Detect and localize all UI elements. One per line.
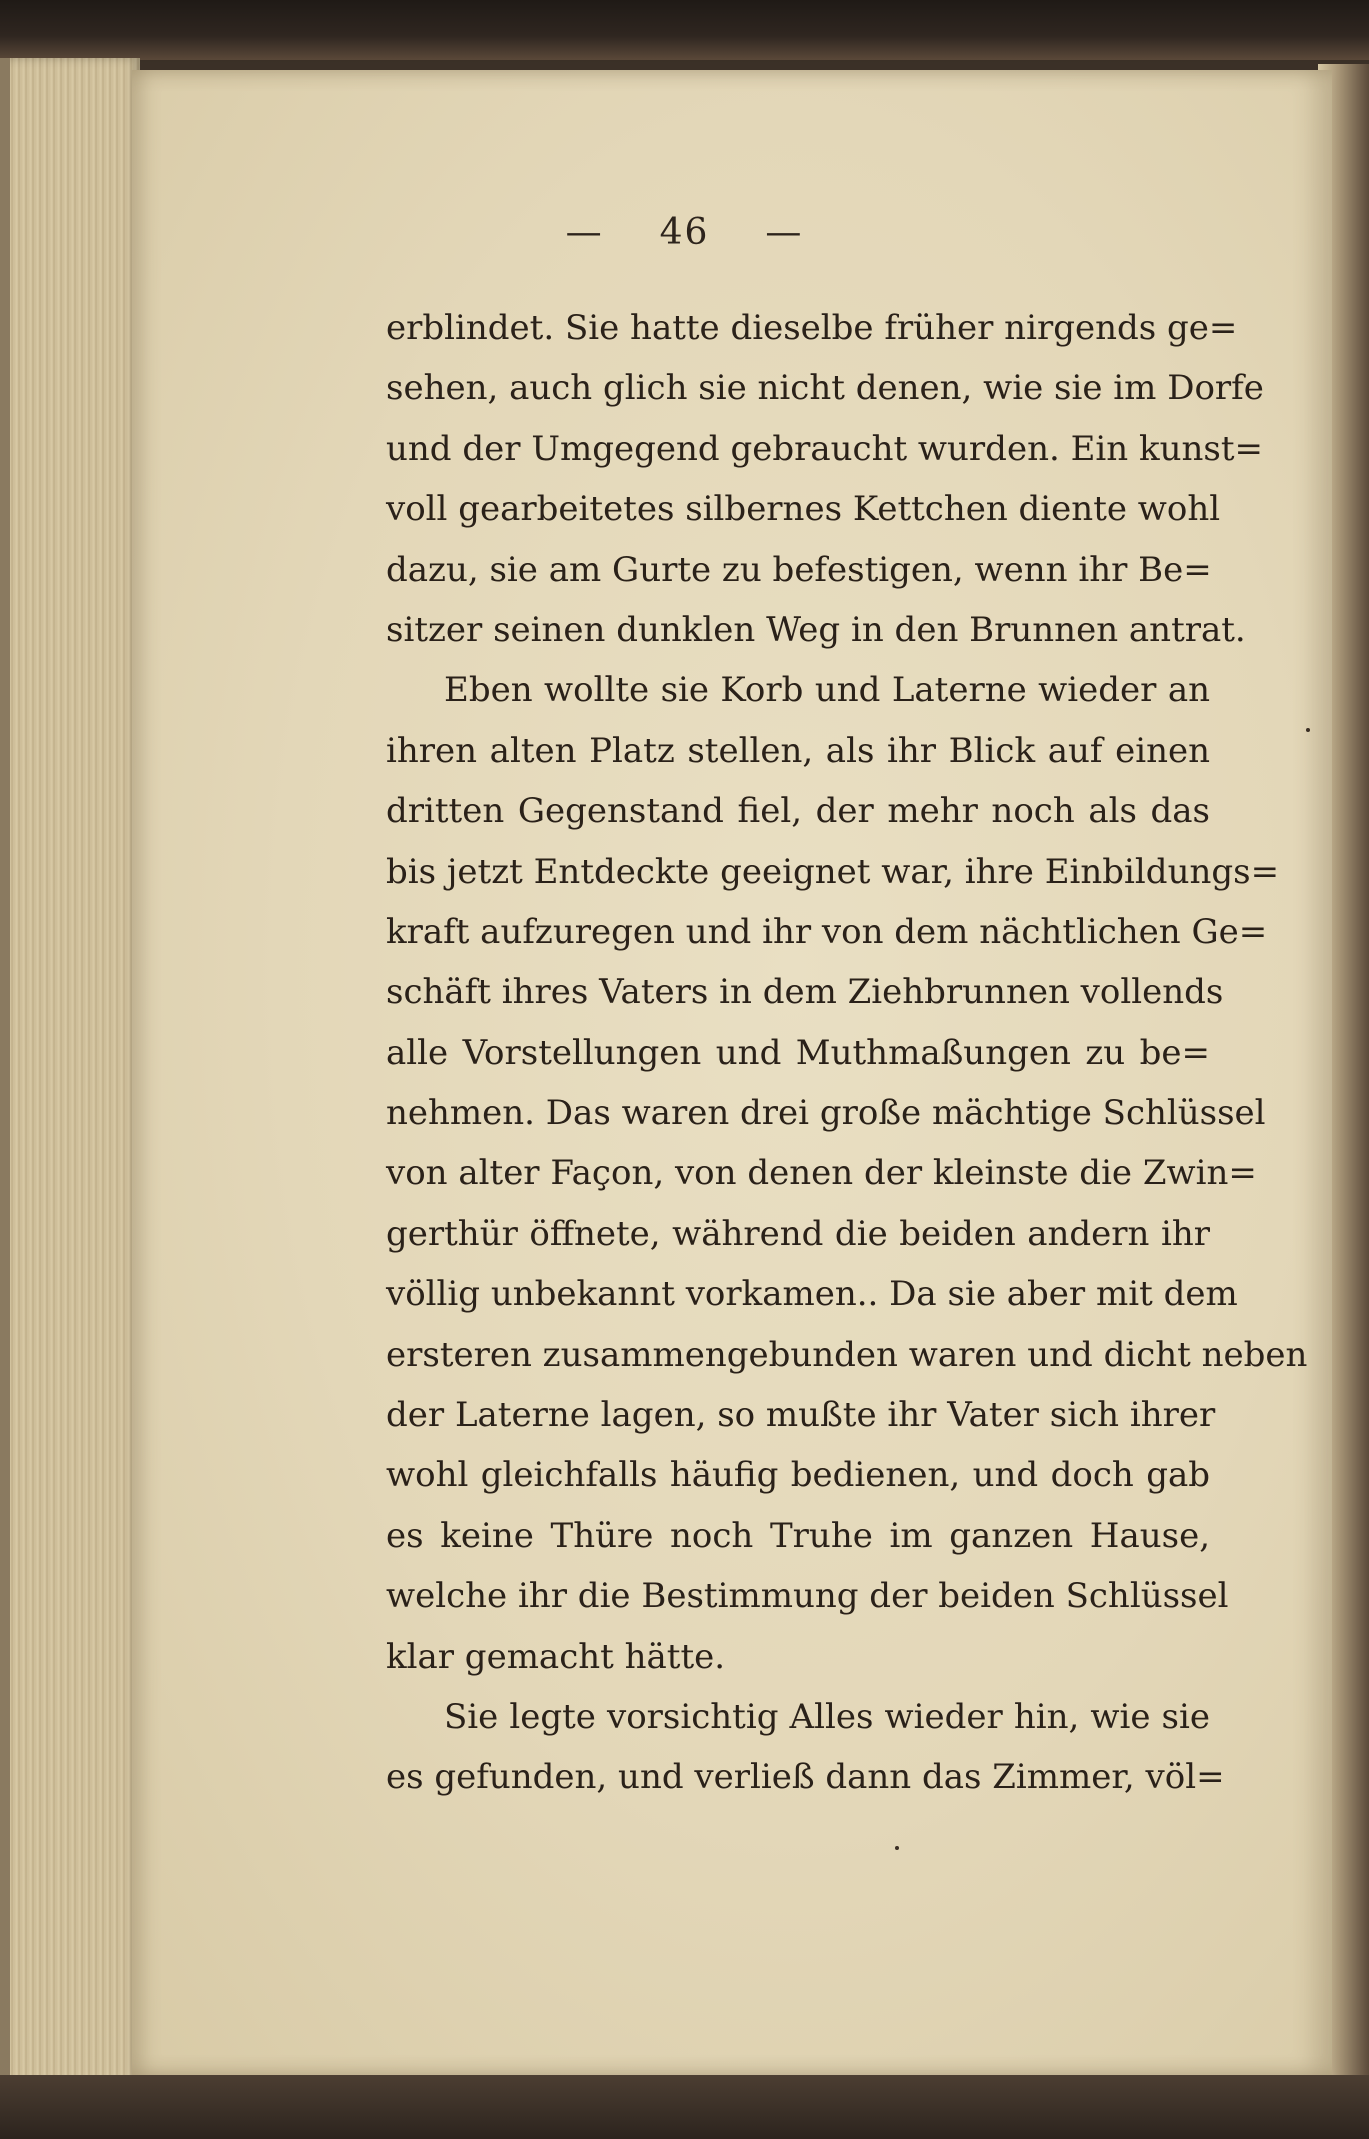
text-line: kraft aufzuregen und ihr von dem nächtlichen Ge= xyxy=(386,911,1268,952)
text-line: voll gearbeitetes silbernes Kettchen diente wohl xyxy=(386,489,1221,530)
folio-dash-left: — xyxy=(565,212,604,253)
text-line: und der Umgegend gebraucht wurden. Ein kunst= xyxy=(386,428,1263,469)
text-line: ersteren zusammengebunden waren und dicht neben xyxy=(386,1334,1308,1375)
text-line: Sie legte vorsichtig Alles wieder hin, wie sie xyxy=(444,1696,1210,1737)
text-line: völlig unbekannt vorkamen.. Da sie aber mit dem xyxy=(386,1274,1238,1315)
text-line: klar gemacht hätte. xyxy=(386,1636,726,1677)
text-line: erblindet. Sie hatte dieselbe früher nirgends ge= xyxy=(386,308,1238,348)
text-line: schäft ihres Vaters in dem Ziehbrunnen vollends xyxy=(386,972,1224,1013)
page-header xyxy=(0,212,1369,253)
ink-speck xyxy=(895,1846,899,1850)
book-spine-edge xyxy=(0,58,10,2088)
text-line: dazu, sie am Gurte zu befestigen, wenn ihr Be= xyxy=(386,549,1212,590)
text-line: es keine Thüre noch Truhe im ganzen Hause, xyxy=(386,1515,1210,1556)
text-line: gerthür öffnete, während die beiden andern ihr xyxy=(386,1213,1210,1254)
book-cover-top xyxy=(0,0,1369,60)
book-cover-bottom xyxy=(0,2075,1369,2139)
text-line: wohl gleichfalls häufig bedienen, und doch gab xyxy=(386,1455,1210,1496)
text-line: welche ihr die Bestimmung der beiden Schlüssel xyxy=(386,1576,1229,1617)
text-line: der Laterne lagen, so mußte ihr Vater sich ihrer xyxy=(386,1395,1216,1436)
text-line: Eben wollte sie Korb und Laterne wieder an xyxy=(444,670,1210,711)
text-line: sitzer seinen dunklen Weg in den Brunnen antrat. xyxy=(386,609,1246,650)
text-line: bis jetzt Entdeckte geeignet war, ihre Einbildungs= xyxy=(386,851,1280,892)
text-line: ihren alten Platz stellen, als ihr Blick auf einen xyxy=(386,730,1210,771)
page-stack-edge xyxy=(0,58,140,2088)
folio-dash-right: — xyxy=(765,212,804,253)
text-line: es gefunden, und verließ dann das Zimmer, völ= xyxy=(386,1757,1225,1798)
text-line: dritten Gegenstand fiel, der mehr noch als das xyxy=(386,791,1210,832)
ink-speck xyxy=(1306,728,1310,732)
text-line: sehen, auch glich sie nicht denen, wie sie im Dorfe xyxy=(386,368,1264,409)
text-line: von alter Façon, von denen der kleinste die Zwin= xyxy=(386,1153,1257,1194)
body-text xyxy=(386,298,1308,1808)
page-number: 46 xyxy=(659,212,710,253)
text-line: alle Vorstellungen und Muthmaßungen zu be= xyxy=(386,1032,1210,1073)
text-line: nehmen. Das waren drei große mächtige Schlüssel xyxy=(386,1093,1266,1134)
